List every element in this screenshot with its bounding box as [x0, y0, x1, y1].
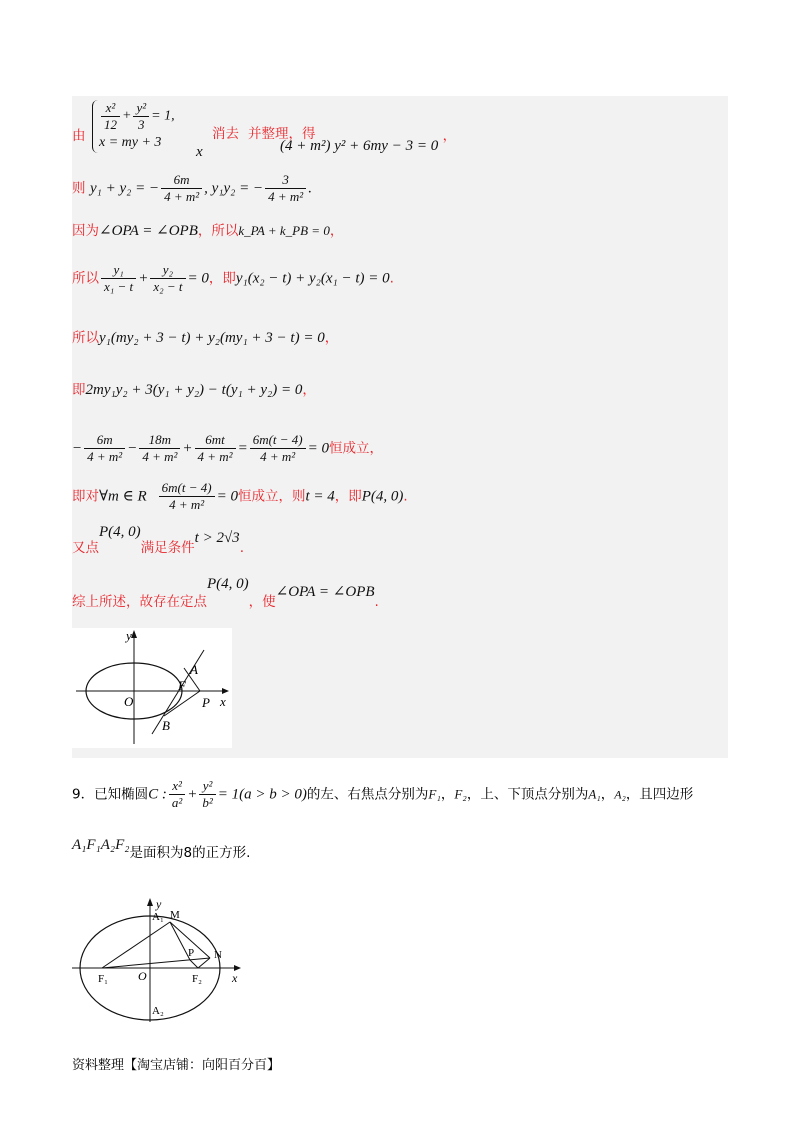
label-f: F [178, 678, 186, 693]
label-p: P [202, 695, 210, 710]
frac-a: $\frac{6m}{\text{4 + m²}}$ [84, 432, 125, 465]
label-x: x [220, 694, 226, 709]
solution-line-9: 又点P(4, 0)满足条件t > 2√3. [72, 524, 244, 556]
segment-f1-n [102, 958, 210, 968]
label-a1: A₁ [152, 911, 164, 923]
solution-line-4: 所以 $\frac{\text{y₁}}{\text{x₁ − t}}$ + $\frac{\text{y₂}}{\text{x₂ − t}}$ = 0，即y₁(x₂ − t) + y₂(x₁ − t) = 0. [72, 262, 394, 294]
label-f1: F₁ [98, 973, 108, 985]
label-n: N [214, 949, 222, 961]
label-b: B [162, 718, 170, 733]
segment-n-f2 [198, 958, 210, 968]
footer-note: 资料整理【淘宝店铺：向阳百分百】 [72, 1058, 281, 1073]
label-a2: A₂ [152, 1005, 164, 1017]
label-o-2: O [138, 969, 147, 983]
frac-sum: $\frac{6m}{\text{4 + m²}}$ [161, 172, 202, 205]
segment-m-p [170, 922, 190, 960]
frac-d: $\frac{6m(t - 4)}{\text{4 + m²}}$ [250, 432, 306, 465]
eliminate-text: 消去 [212, 126, 239, 142]
quadratic-result: (4 + m²) y² + 6my − 3 = 0 ， [280, 128, 457, 154]
solution-line-2: 则 y₁ + y₂ = − $\frac{6m}{\text{4 + m²}}$ , y₁y₂ = − $\frac{3}{\text{4 + m²}}$ . [72, 172, 312, 204]
label-x-2: x [232, 971, 238, 985]
frac-x2-12: $\frac{\text{x²}}{12}$ [101, 100, 120, 133]
frac-y1: $\frac{\text{y₁}}{\text{x₁ − t}}$ [101, 262, 136, 295]
y-axis-arrow-2 [147, 898, 153, 906]
solution-line-5: 所以y₁(my₂ + 3 − t) + y₂(my₁ + 3 − t) = 0， [72, 330, 339, 346]
solution-line-6: 即2my₁y₂ + 3(y₁ + y₂) − t(y₁ + y₂) = 0， [72, 382, 316, 398]
label-a: A [190, 662, 198, 677]
arrange-text: 并整理，得 [248, 126, 316, 142]
frac-prod: $\frac{3}{\text{4 + m²}}$ [265, 172, 306, 205]
frac-y2-3: $\frac{\text{y²}}{3}$ [133, 100, 149, 133]
frac-e: $\frac{6m(t - 4)}{\text{4 + m²}}$ [159, 480, 215, 513]
frac-y2-b2: $\frac{\text{y²}}{\text{b²}}$ [199, 778, 215, 811]
solution-line-1 [72, 126, 86, 146]
label-p-2: P [188, 947, 195, 959]
question-9-line-1: 9．已知椭圆C : $\frac{\text{x²}}{\text{a²}}$ + $\frac{\text{y²}}{\text{b²}}$ = 1(a > b > 0)的左、右焦点分别为F₁，F₂，上、下顶点分别为A₁，A₂，且四边形 [72, 778, 694, 810]
label-m: M [170, 909, 180, 921]
question-9-line-2: A₁F₁A₂F₂是面积为8的正方形. [72, 837, 251, 861]
equation-line: x = my + 3 [99, 135, 162, 150]
solution-line-10: 综上所述，故存在定点P(4, 0)，使∠OPA = ∠OPB. [72, 576, 379, 610]
solution-line-8: 即对∀m ∈ R $\frac{6m(t - 4)}{\text{4 + m²}}$ = 0恒成立，则t = 4，即P(4, 0). [72, 480, 408, 512]
segment-f1-m [102, 922, 170, 968]
equation-system: $\frac{\text{x²}}{12}$ + $\frac{\text{y²}}{3}$ = 1, x = my + 3 [92, 100, 175, 153]
label-o: O [124, 694, 134, 709]
label-f2: F₂ [192, 973, 202, 985]
ellipse-figure-2 [72, 896, 252, 1026]
frac-y2: $\frac{\text{y₂}}{\text{x₂ − t}}$ [150, 262, 185, 295]
frac-b: $\frac{18m}{\text{4 + m²}}$ [139, 432, 180, 465]
solution-line-3: 因为∠OPA = ∠OPB，所以k_PA + k_PB = 0， [72, 223, 344, 239]
frac-c: $\frac{6mt}{\text{4 + m²}}$ [195, 432, 236, 465]
label-y-2: y [156, 897, 162, 911]
eliminate-var: x [196, 144, 203, 160]
solution-block [72, 96, 728, 758]
label-y: y [126, 628, 132, 643]
ellipse-figure-1 [72, 628, 232, 748]
text-you: 由 [72, 128, 86, 144]
segment-p-f2 [190, 960, 198, 968]
solution-line-7: − $\frac{6m}{\text{4 + m²}}$ − $\frac{18m}{\text{4 + m²}}$ + $\frac{6mt}{\text{4 + m²}}$ = $\frac{6m(t - 4)}{\text{4 + m²}}$ = 0恒成立， [72, 432, 383, 464]
frac-x2-a2: $\frac{\text{x²}}{\text{a²}}$ [169, 778, 185, 811]
